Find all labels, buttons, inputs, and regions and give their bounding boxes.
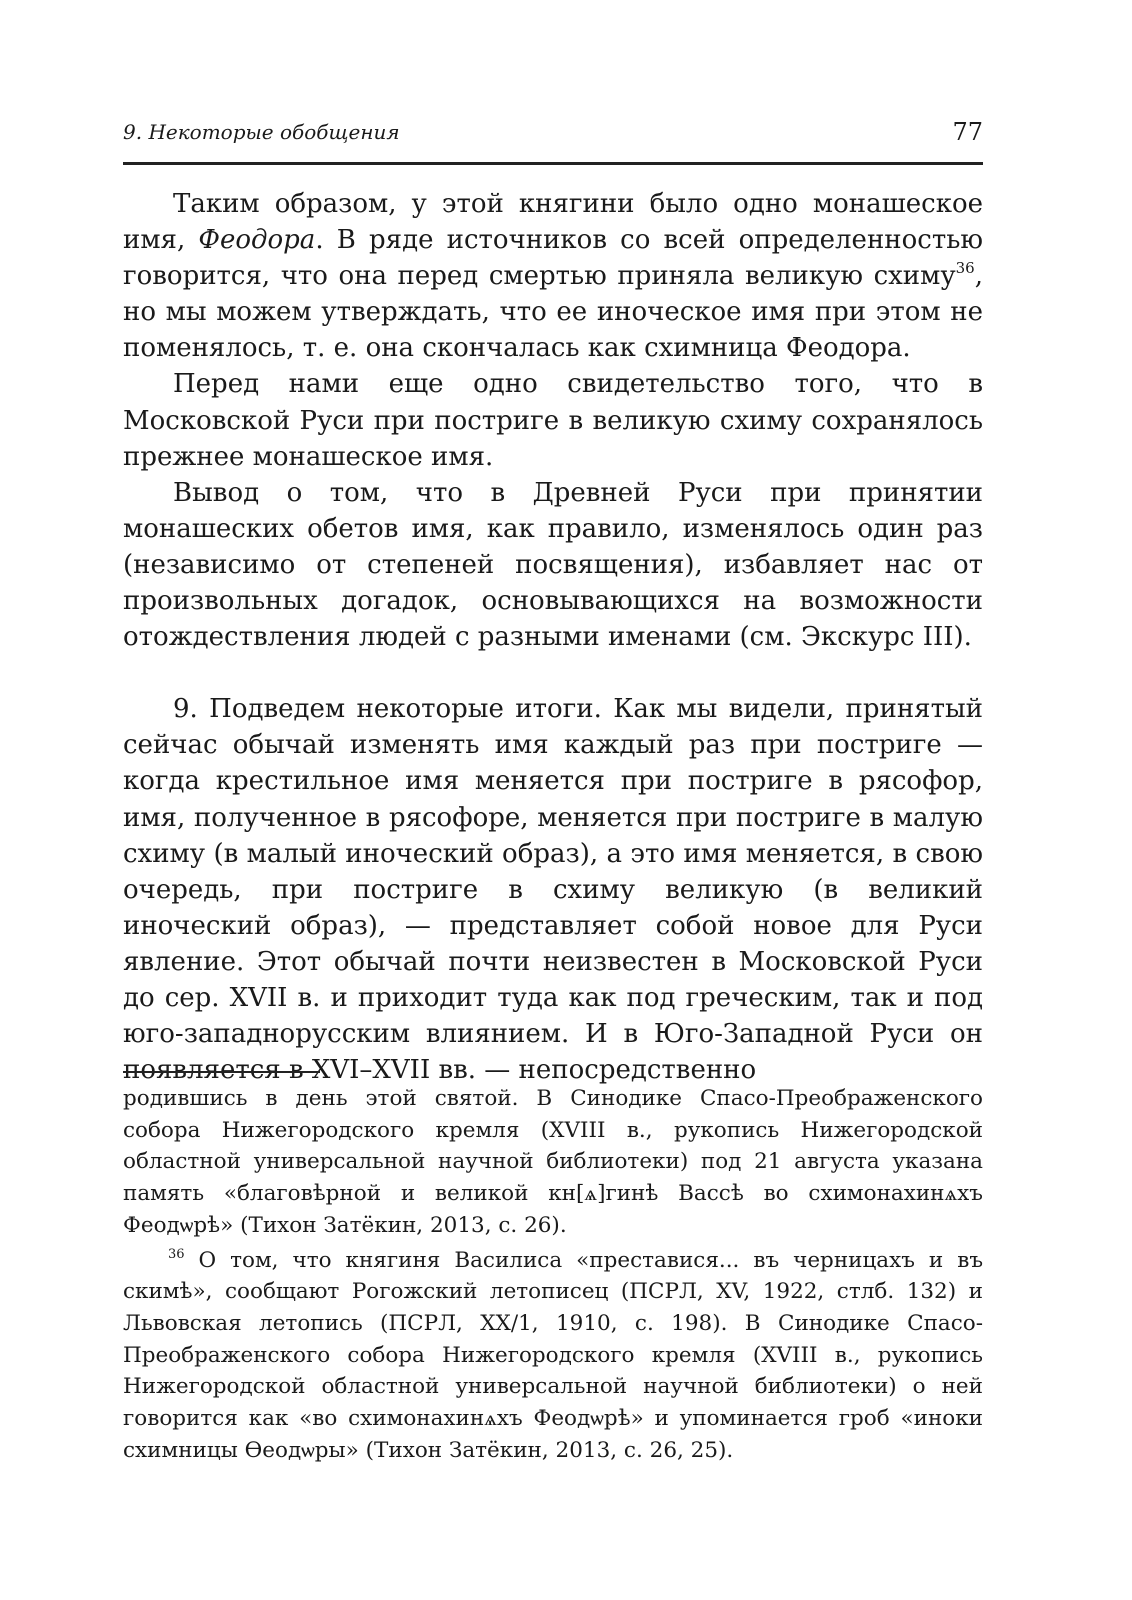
footnote-36 (123, 1245, 983, 1467)
running-header (123, 118, 983, 165)
footnote-36-text: О том, что княгиня Василиса «преставися... въ черницахъ и въ скимѣ», сообщают Рогожский летописец (ПСРЛ, XV, 1922, стлб. 132) и Львовская летопись (ПСРЛ, XX/1, 1910, с. 198). В Синодике Спасо-Преображенского собора Нижегородского кремля (XVIII в., рукопись Нижегородской областной универсальной научной библиотеки) о ней говорится как «во схимонахинѧхъ Феодѡрѣ» и упоминается гроб «иноки схимницы Ѳеодѡры» (Тихон Затёкин, 2013, с. 26, 25). (123, 1247, 983, 1463)
paragraph-1-text-a: Таким образом, у этой княгини было одно монашеское имя, (123, 189, 983, 256)
footnote-36-number: 36 (168, 1246, 185, 1262)
paragraph-1-text-b: . В ряде источников со всей определенностью говорится, что она перед смертью приняла великую схиму (123, 225, 983, 292)
paragraph-4: 9. Подведем некоторые итоги. Как мы видели, принятый сейчас обычай изменять имя каждый раз при постриге — когда крестильное имя меняется при постриге в рясофор, имя, полученное в рясофоре, меняется при постриге в малую схиму (в малый иноческий образ), а это имя меняется, в свою очередь, при постриге в схиму великую (в великий иноческий образ), — представляет собой новое для Руси явление. Этот обычай почти неизвестен в Московской Руси до сер. XVII в. и приходит туда как под греческим, так и под юго-западнорусским влиянием. И в Юго-Западной Руси он появляется в XVI–XVII вв. — непосредственно (123, 694, 983, 1086)
main-text (123, 186, 983, 1088)
paragraph-1-text-c: , но мы можем утверждать, что ее иноческое имя при этом не поменялось, т. е. она скончалась как схимница Феодора. (123, 261, 983, 364)
footnote-ref-36[interactable]: 36 (955, 259, 975, 278)
running-title: 9. Некоторые обобщения (123, 120, 400, 144)
footnotes (123, 1083, 983, 1466)
page-number: 77 (952, 118, 983, 146)
footnote-separator (123, 1071, 320, 1073)
footnote-continuation: родившись в день этой святой. В Синодике Спасо-Преображенского собора Нижегородского кремля (XVIII в., рукопись Нижегородской областной универсальной научной библиотеки) под 21 августа указана память «благовѣрной и великой кн[ѧ]гинѣ Вассѣ во схимонахинѧхъ Феодѡрѣ» (Тихон Затёкин, 2013, с. 26). (123, 1086, 983, 1238)
paragraph-1-italic-name: Феодора (198, 225, 316, 256)
paragraph-2: Перед нами еще одно свидетельство того, что в Московской Руси при постриге в великую схиму сохранялось прежнее монашеское имя. (123, 369, 983, 472)
paragraph-3: Вывод о том, что в Древней Руси при принятии монашеских обетов имя, как правило, изменялось один раз (независимо от степеней посвящения), избавляет нас от произвольных догадок, основывающихся на возможности отождествления людей с разными именами (см. Экскурс III). (123, 477, 983, 653)
paragraph-1 (123, 186, 983, 366)
